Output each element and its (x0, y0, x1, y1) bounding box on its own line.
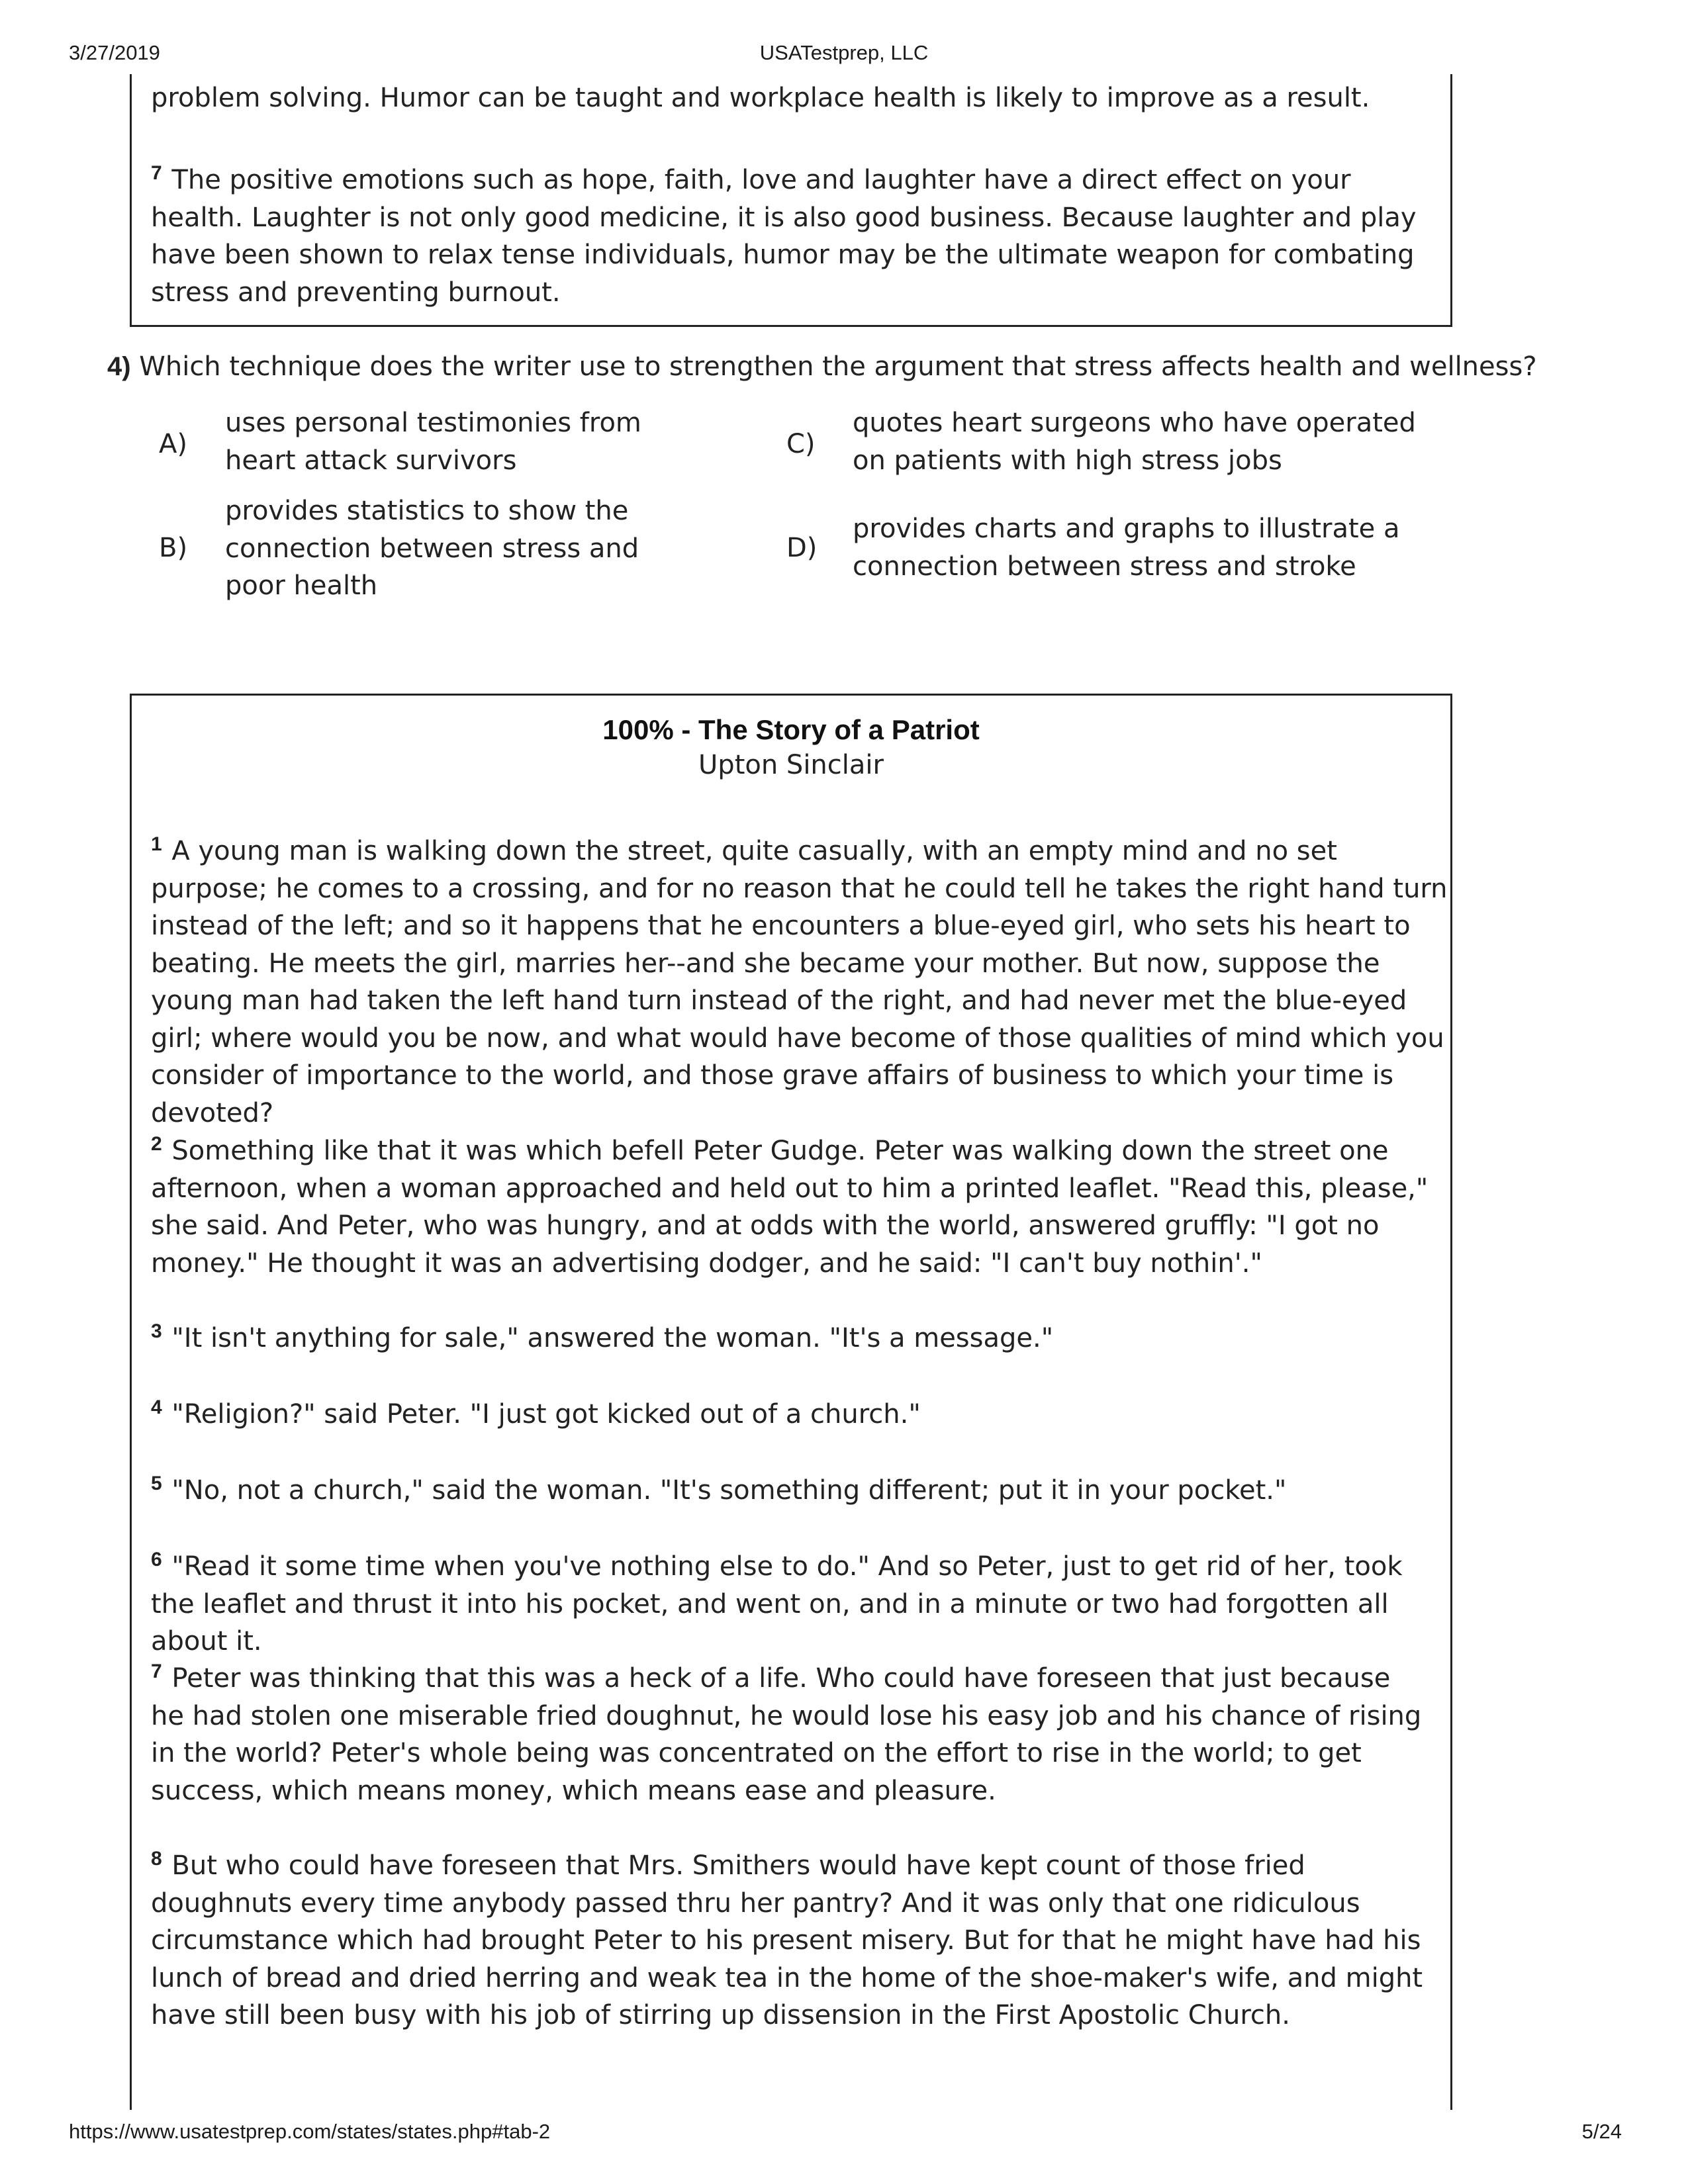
option-a-letter[interactable]: A) (159, 429, 187, 459)
story-paragraph (151, 1389, 1429, 1433)
option-b-text[interactable]: provides statistics to show the connection between stress and poor health (225, 496, 639, 601)
story-paragraph (151, 1126, 1429, 1282)
option-c-text[interactable]: quotes heart surgeons who have operated on patients with high stress jobs (853, 408, 1416, 476)
option-a-text[interactable]: uses personal testimonies from heart attack survivors (225, 408, 641, 476)
story-paragraph (151, 1313, 1429, 1357)
paragraph-text: A young man is walking down the street, quite casually, with an empty mind and no set purpose; he comes to a crossing, and for no reason that he could tell he takes the right hand turn instead of the left; and so it happens that he encounters a blue-eyed girl, who sets his heart to beating. He meets the girl, marries her--and she became your mother. But now, suppose the young man had taken the left hand turn instead of the right, and had never met the blue-eyed girl; where would you be now, and what would have become of those qualities of mind which you consider of importance to the world, and those grave affairs of business to which your time is devoted? (151, 836, 1448, 1128)
site-title: USATestprep, LLC (759, 41, 929, 64)
story-paragraph (151, 826, 1448, 1132)
paragraph-number: 3 (151, 1320, 162, 1342)
paragraph-text: Something like that it was which befell Peter Gudge. Peter was walking down the street one afternoon, when a woman approached and held out to him a printed leaflet. "Read this, please," she said. And Peter, who was hungry, and at odds with the world, answered gruffly: "I got no money." He thought it was an advertising dodger, and he said: "I can't buy nothin'." (151, 1136, 1429, 1279)
paragraph-text: "No, not a church," said the woman. "It's something different; put it in your pocket." (171, 1475, 1287, 1506)
paragraph-text: But who could have foreseen that Mrs. Smithers would have kept count of those fried doughnuts every time anybody passed thru her pantry? And it was only that one ridiculous circumstance which had brought Peter to his present misery. But for that he might have had his lunch of bread and dried herring and weak tea in the home of the shoe-maker's wife, and might have still been busy with his job of stirring up dissension in the First Apostolic Church. (151, 1850, 1423, 2030)
page-url: https://www.usatestprep.com/states/states.php#tab-2 (69, 2120, 551, 2143)
paragraph-number: 2 (151, 1133, 162, 1155)
story-paragraph (151, 1653, 1429, 1809)
story-paragraph (151, 1841, 1448, 2034)
question-4 (107, 348, 1537, 385)
paragraph-text: "Read it some time when you've nothing else to do." And so Peter, just to get rid of her, took the leaflet and thrust it into his pocket, and went on, and in a minute or two had forgotten all about it. (151, 1551, 1403, 1657)
question-number: 4) (107, 352, 131, 381)
paragraph-number: 4 (151, 1396, 162, 1418)
option-c-letter[interactable]: C) (786, 429, 816, 459)
paragraph-number: 6 (151, 1549, 162, 1570)
option-b-letter[interactable]: B) (159, 533, 188, 563)
paragraph-number: 1 (151, 833, 162, 855)
paragraph-text: "It isn't anything for sale," answered the woman. "It's a message." (171, 1323, 1054, 1353)
paragraph-number: 7 (151, 1661, 162, 1682)
story-author: Upton Sinclair (698, 750, 884, 780)
paragraph-number: 8 (151, 1848, 162, 1870)
page-number: 5/24 (1581, 2120, 1622, 2143)
paragraph-number: 5 (151, 1473, 162, 1494)
story-paragraph (151, 1465, 1429, 1510)
passage-fragment: problem solving. Humor can be taught and workplace health is likely to improve as a result. (151, 83, 1370, 113)
passage-paragraph (151, 155, 1429, 311)
story-paragraph (151, 1541, 1429, 1661)
paragraph-text: Peter was thinking that this was a heck of a life. Who could have foreseen that just because he had stolen one miserable fried doughnut, he would lose his easy job and his chance of rising in the world? Peter's whole being was concentrated on the effort to rise in the world; to get success, which means money, which means ease and pleasure. (151, 1663, 1422, 1806)
paragraph-text: The positive emotions such as hope, faith, love and laughter have a direct effect on your health. Laughter is not only good medicine, it is also good business. Because laughter and play have been shown to relax tense individuals, humor may be the ultimate weapon for combating stress and preventing burnout. (151, 165, 1417, 308)
question-text: Which technique does the writer use to strengthen the argument that stress affects health and wellness? (139, 351, 1537, 382)
option-d-letter[interactable]: D) (786, 533, 818, 563)
paragraph-text: "Religion?" said Peter. "I just got kicked out of a church." (171, 1399, 921, 1430)
option-d-text[interactable]: provides charts and graphs to illustrate a connection between stress and stroke (853, 514, 1400, 582)
story-title: 100% - The Story of a Patriot (602, 714, 980, 745)
paragraph-number: 7 (151, 162, 162, 184)
print-date: 3/27/2019 (69, 41, 160, 64)
